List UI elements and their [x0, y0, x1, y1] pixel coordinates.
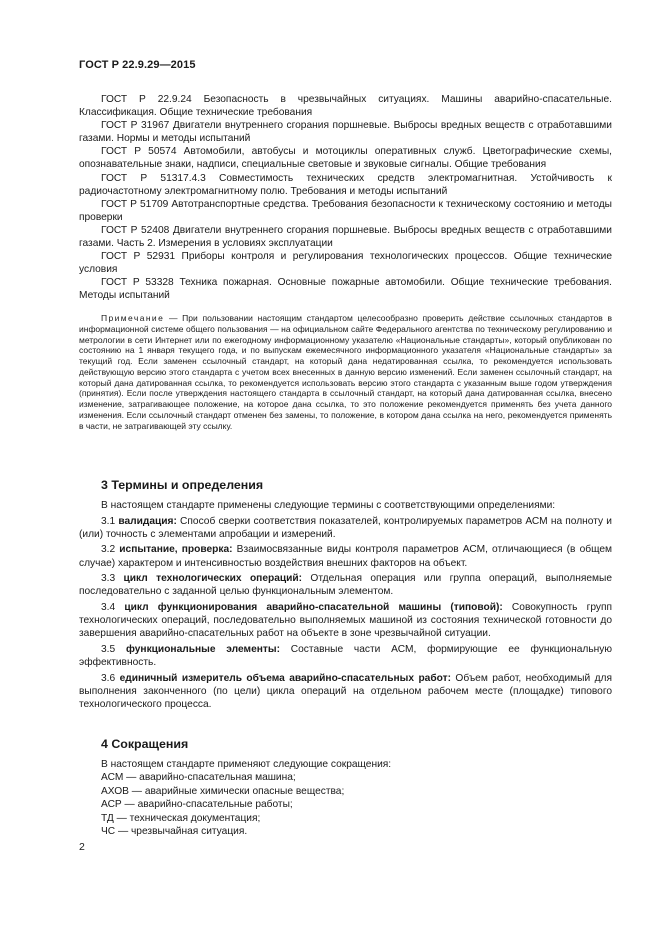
note-block — [79, 313, 612, 431]
reference-item: ГОСТ Р 52408 Двигатели внутреннего сгорания поршневые. Выбросы вредных веществ с отработавшими газами. Часть 2. Измерения в условиях эксплуатации — [79, 224, 612, 250]
term-definition: Взаимосвязанные виды контроля параметров АСМ, отличающиеся (в общем случае) характером и интенсивностью воздействия внешних факторов на объект. — [79, 544, 613, 569]
section-3-title: 3 Термины и определения — [101, 478, 264, 492]
term-name: валидация: — [118, 515, 177, 527]
reference-item: ГОСТ Р 51709 Автотранспортные средства. Требования безопасности к техническому состоянию и методы проверки — [79, 198, 612, 223]
page-number: 2 — [79, 841, 85, 853]
term-name: цикл функционирования аварийно-спасательной машины (типовой): — [124, 602, 503, 614]
term-number: 3.5 — [101, 643, 126, 655]
abbreviation-item: ЧС — чрезвычайная ситуация. — [101, 826, 248, 838]
terms-definitions — [79, 499, 612, 714]
term-number: 3.4 — [101, 602, 125, 614]
document-header: ГОСТ Р 22.9.29—2015 — [79, 59, 196, 71]
section-4-title: 4 Сокращения — [101, 737, 189, 751]
normative-references — [79, 93, 612, 303]
abbreviations — [79, 758, 612, 838]
term-definition: Отдельная операция или группа операций, выполняемые последовательно с заданной целью функциональным элементом. — [79, 573, 612, 598]
abbreviation-item: АХОВ — аварийные химически опасные вещества; — [101, 785, 345, 797]
term-number: 3.6 — [101, 672, 120, 684]
section-3-intro: В настоящем стандарте применены следующие термины с соответствующими определениями: — [101, 500, 556, 511]
term-name: цикл технологических операций: — [123, 573, 303, 585]
section-4-intro: В настоящем стандарте применяют следующие сокращения: — [101, 759, 392, 770]
abbreviation-item: АСМ — аварийно-спасательная машина; — [101, 772, 296, 784]
term-number: 3.3 — [101, 573, 124, 585]
term-item — [79, 643, 612, 669]
reference-item: ГОСТ Р 51317.4.3 Совместимость технических средств электромагнитная. Устойчивость к радиочастотному электромагнитному полю. Требования и методы испытаний — [79, 172, 612, 197]
term-name: испытание, проверка: — [119, 544, 233, 556]
term-name: функциональные элементы: — [125, 643, 280, 655]
term-definition: Совокупность групп технологических операций, последовательно выполняемых машиной из состояния технической готовности до завершения аварийно-спасательных работ на объекте в зоне чрезвычайной ситуации. — [79, 602, 613, 640]
term-number: 3.2 — [101, 544, 120, 556]
term-definition: Способ сверки соответствия показателей, контролируемых параметров АСМ на полноту и (или) точность с элементами апробации и измерений. — [79, 515, 612, 540]
abbreviation-item: ТД — техническая документация; — [101, 812, 261, 824]
term-name: единичный измеритель объема аварийно-спасательных работ: — [119, 672, 451, 684]
reference-item: ГОСТ Р 22.9.24 Безопасность в чрезвычайных ситуациях. Машины аварийно-спасательные. Классификация. Общие технические требования — [79, 94, 612, 119]
term-item — [79, 601, 612, 640]
term-item — [79, 572, 612, 598]
term-item — [79, 672, 612, 711]
term-number: 3.1 — [101, 515, 119, 527]
term-definition: Составные части АСМ, формирующие ее функциональную эффективность. — [79, 643, 612, 668]
note-label: Примечание — [101, 313, 165, 323]
reference-item: ГОСТ Р 53328 Техника пожарная. Основные пожарные автомобили. Общие технические требования. Методы испытаний — [79, 277, 612, 302]
term-item — [79, 543, 612, 569]
abbreviation-item: АСР — аварийно-спасательные работы; — [101, 799, 293, 811]
note-text: — При пользовании настоящим стандартом целесообразно проверить действие ссылочных стандартов в информационной системе общего пользования — на официальном сайте Федерального агентства по техническому регулированию и метрологии в сети Интернет или по ежегодному информационному указателю «Национальные стандарты», который опубликован по состоянию на 1 января текущего года, и по выпускам ежемесячного информационного указателя «Национальные стандарты» за текущий год. Если заменен ссылочный стандарт, на который дана недатированная ссылка, то рекомендуется использовать действующую версию этого стандарта с учетом всех внесенных в данную версию изменений. Если заменен ссылочный стандарт, на который дана датированная ссылка, то рекомендуется использовать версию этого стандарта с указанным выше годом утверждения (принятия). Если после утверждения настоящего стандарта в ссылочный стандарт, на который дана датированная ссылка, внесено изменение, затрагивающее положение, на которое дана ссылка, то это положение рекомендуется применять без учета данного изменения. Если ссылочный стандарт отменен без замены, то положение, в котором дана ссылка на него, рекомендуется применять в части, не затрагивающей эту ссылку. — [79, 313, 612, 431]
term-definition: Объем работ, необходимый для выполнения законченного (по цели) цикла операций на отдельном рабочем месте (площадке) типового технологического процесса. — [79, 672, 612, 710]
term-item — [79, 515, 612, 541]
reference-item: ГОСТ Р 50574 Автомобили, автобусы и мотоциклы оперативных служб. Цветографические схемы, опознавательные знаки, надписи, специальные световые и звуковые сигналы. Общие требования — [79, 146, 612, 171]
reference-item: ГОСТ Р 31967 Двигатели внутреннего сгорания поршневые. Выбросы вредных веществ с отработавшими газами. Нормы и методы испытаний — [79, 120, 612, 145]
reference-item: ГОСТ Р 52931 Приборы контроля и регулирования технологических процессов. Общие технические условия — [79, 251, 612, 276]
